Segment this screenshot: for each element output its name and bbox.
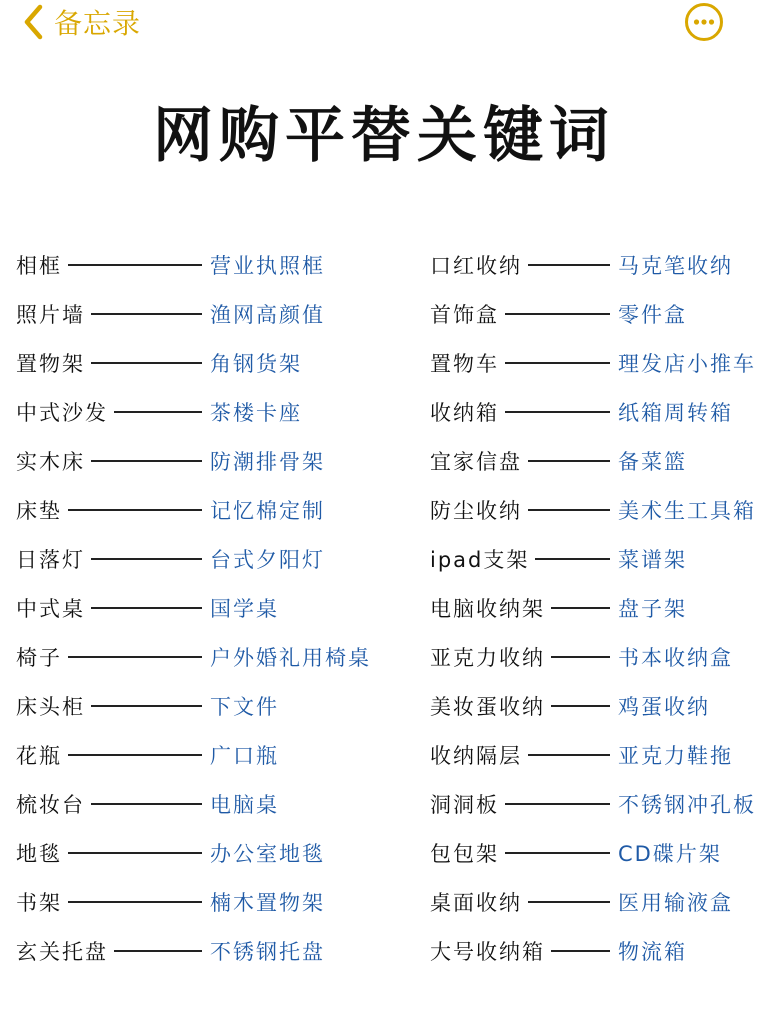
dash-separator [528,509,610,511]
right-keyword-row [430,784,618,824]
keyword-alternative: 台式夕阳灯 [210,548,325,572]
right-keyword-row [430,245,618,285]
dash-separator [91,362,202,364]
keyword-alternative: 渔网高颜值 [210,303,325,327]
keyword-alternative: CD碟片架 [618,842,722,866]
keyword-alternative: 鸡蛋收纳 [618,695,710,719]
dash-separator [551,705,610,707]
keyword-term: 地毯 [16,842,62,866]
ellipsis-circle-icon [684,27,724,46]
keyword-term: 置物车 [430,352,499,376]
note-title: 网购平替关键词 [153,101,615,171]
left-keyword-row [16,392,210,432]
right-keyword-row [430,490,618,530]
right-keyword-row [430,294,618,334]
left-keyword-row [16,294,210,334]
dash-separator [551,950,610,952]
keyword-alternative: 亚克力鞋拖 [618,744,733,768]
keyword-term: 照片墙 [16,303,85,327]
keyword-term: 美妆蛋收纳 [430,695,545,719]
keyword-alternative: 物流箱 [618,940,687,964]
keyword-term: 玄关托盘 [16,940,108,964]
dash-separator [528,901,610,903]
keyword-term: 置物架 [16,352,85,376]
keyword-term: 日落灯 [16,548,85,572]
left-keyword-row [16,490,210,530]
keyword-term: 椅子 [16,646,62,670]
keyword-term: ipad支架 [430,548,530,572]
right-keyword-row [430,343,618,383]
keyword-term: 桌面收纳 [430,891,522,915]
chevron-left-icon [22,4,44,40]
right-keyword-row [430,833,618,873]
dash-separator [114,950,202,952]
left-keyword-row [16,931,210,971]
dash-separator [91,460,202,462]
keyword-term: 床垫 [16,499,62,523]
keyword-term: 亚克力收纳 [430,646,545,670]
keyword-alternative: 角钢货架 [210,352,302,376]
keyword-alternative: 防潮排骨架 [210,450,325,474]
more-options-button[interactable] [684,2,724,42]
left-keyword-row [16,735,210,775]
dash-separator [68,656,202,658]
dash-separator [505,362,610,364]
right-keyword-row [430,441,618,481]
left-keyword-row [16,882,210,922]
right-keyword-row [430,931,618,971]
right-keyword-row [430,539,618,579]
navigation-bar [0,0,768,48]
dash-separator [68,852,202,854]
keyword-alternative: 盘子架 [618,597,687,621]
keyword-alternative: 纸箱周转箱 [618,401,733,425]
left-keyword-row [16,833,210,873]
keyword-alternative: 菜谱架 [618,548,687,572]
keyword-alternative: 茶楼卡座 [210,401,302,425]
dash-separator [551,656,610,658]
keyword-term: 收纳箱 [430,401,499,425]
keyword-term: 收纳隔层 [430,744,522,768]
left-keyword-row [16,539,210,579]
dash-separator [68,754,202,756]
left-keyword-row [16,245,210,285]
keyword-term: 中式桌 [16,597,85,621]
back-button[interactable] [22,2,141,42]
keyword-alternative: 楠木置物架 [210,891,325,915]
dash-separator [535,558,610,560]
keyword-term: 首饰盒 [430,303,499,327]
left-keyword-row [16,588,210,628]
dash-separator [91,607,202,609]
keyword-alternative: 理发店小推车 [618,352,756,376]
dash-separator [505,411,610,413]
keyword-alternative: 电脑桌 [210,793,279,817]
keyword-alternative: 下文件 [210,695,279,719]
left-keyword-row [16,686,210,726]
keyword-alternative: 广口瓶 [210,744,279,768]
keyword-term: 中式沙发 [16,401,108,425]
keyword-alternative: 美术生工具箱 [618,499,756,523]
right-keyword-row [430,735,618,775]
right-keyword-row [430,686,618,726]
keyword-alternative: 国学桌 [210,597,279,621]
keyword-term: 包包架 [430,842,499,866]
keyword-term: 电脑收纳架 [430,597,545,621]
keyword-term: 梳妆台 [16,793,85,817]
dash-separator [528,264,610,266]
keyword-term: 防尘收纳 [430,499,522,523]
keyword-alternative: 户外婚礼用椅桌 [210,646,371,670]
keyword-term: 书架 [16,891,62,915]
dash-separator [68,264,202,266]
keyword-alternative: 马克笔收纳 [618,254,733,278]
dash-separator [68,509,202,511]
dash-separator [505,852,610,854]
dash-separator [68,901,202,903]
dash-separator [91,705,202,707]
dash-separator [114,411,202,413]
dash-separator [551,607,610,609]
keyword-term: 宜家信盘 [430,450,522,474]
keyword-term: 花瓶 [16,744,62,768]
left-keyword-row [16,441,210,481]
back-label: 备忘录 [54,7,142,40]
keyword-term: 床头柜 [16,695,85,719]
left-keyword-row [16,637,210,677]
keyword-term: 实木床 [16,450,85,474]
keyword-term: 相框 [16,254,62,278]
keyword-term: 洞洞板 [430,793,499,817]
keyword-alternative: 备菜篮 [618,450,687,474]
keyword-alternative: 记忆棉定制 [210,499,325,523]
right-keyword-row [430,588,618,628]
right-keyword-row [430,637,618,677]
dash-separator [91,313,202,315]
dash-separator [528,460,610,462]
left-keyword-row [16,343,210,383]
keyword-alternative: 书本收纳盒 [618,646,733,670]
left-keyword-row [16,784,210,824]
dash-separator [505,313,610,315]
keyword-alternative: 不锈钢托盘 [210,940,325,964]
keyword-term: 大号收纳箱 [430,940,545,964]
keyword-alternative: 营业执照框 [210,254,325,278]
keyword-alternative: 不锈钢冲孔板 [618,793,756,817]
keyword-term: 口红收纳 [430,254,522,278]
dash-separator [528,754,610,756]
dash-separator [505,803,610,805]
right-keyword-row [430,882,618,922]
keyword-alternative: 医用输液盒 [618,891,733,915]
dash-separator [91,803,202,805]
dash-separator [91,558,202,560]
right-keyword-row [430,392,618,432]
keyword-alternative: 办公室地毯 [210,842,325,866]
keyword-alternative: 零件盒 [618,303,687,327]
